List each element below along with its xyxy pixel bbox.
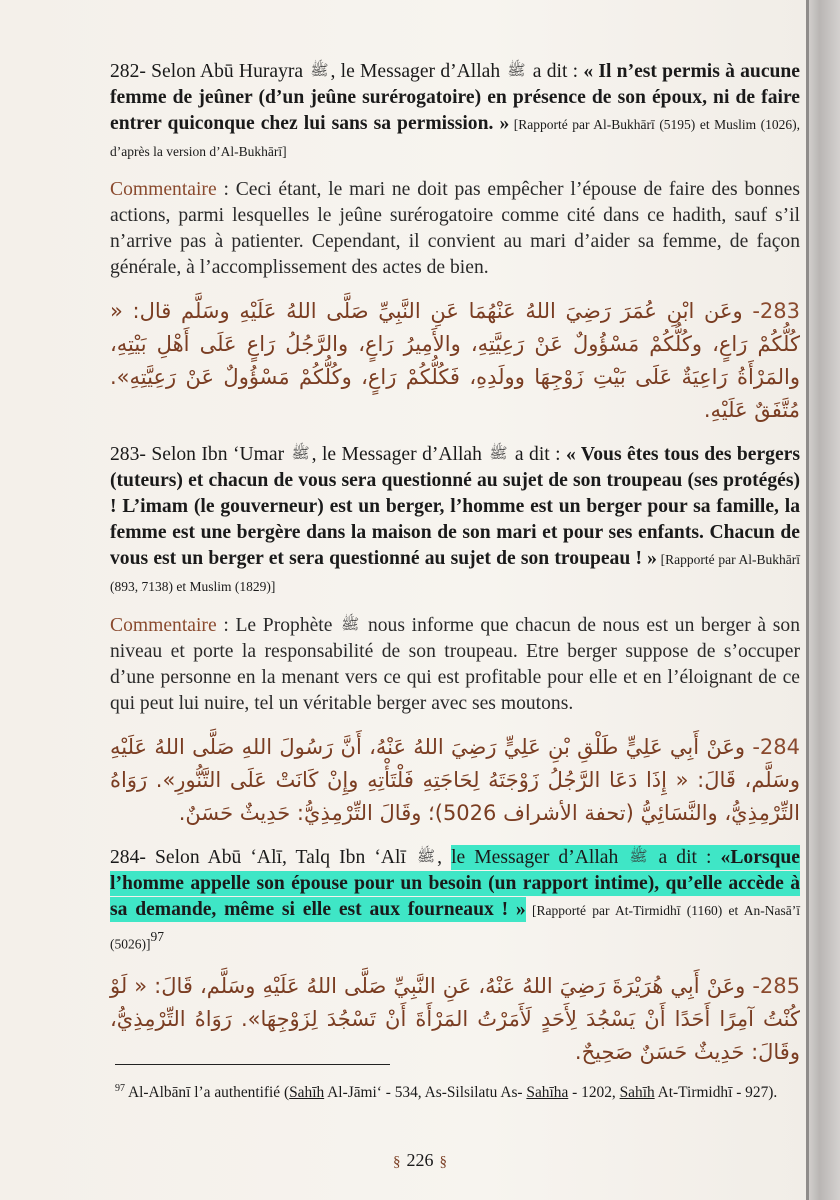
footnote [115,1078,795,1103]
hadith-intro-highlighted: le Messager d’Allah [451,847,628,868]
hadith-reference: [Rapporté par At-Tirmidhī (1160) et An-Nasā’ī (5026)] [110,903,800,952]
salawat-icon: ﷺ [341,617,360,633]
footnote-text: - 1202, [568,1084,620,1102]
commentary-283 [110,612,800,717]
hadith-intro-2: , le Messager d’Allah [311,444,488,465]
page-content [110,58,800,1083]
hadith-number: 282- [110,61,146,82]
footnote-text: Al-Albānī l’a authentifié ( [125,1084,290,1102]
arabic-text: وعَنْ أَبِي هُرَيْرَةَ رَضِيَ اللهُ عَنْهُ، عَنِ النَّبِيِّ صَلَّى اللهُ عَلَيْهِ وسَلَّم، قَالَ: « لَوْ كُنْتُ آمِرًا أَحَدًا أَنْ يَسْجُدَ لِأَحَدٍ لَأَمَرْتُ المَرْأَةَ أَنْ تَسْجُدَ لِزَوْجِهَا». رَوَاهُ التِّرْمِذِيُّ، وقَالَ: حَدِيثٌ حَسَنٌ صَحِيحٌ. [110,973,800,1064]
arabic-hadith-284 [110,731,800,830]
commentary-text: : Ceci étant, le mari ne doit pas empêcher l’épouse de faire des bonnes actions, parmi lesquelles le jeûne surérogatoire comme cité dans ce hadith, sauf s’il n’arrive pas à patienter. Cependant, il convient au mari d’aider sa femme, de façon générale, à l’accomplissement des actes de bien. [110,179,800,278]
hadith-intro-3: a dit : [649,847,721,868]
commentary-text: nous informe que chacun de nous est un berger à son niveau et porte la responsabilité de son troupeau. Etre berger suppose de s’occuper d’une personne en la menant vers ce qui est profitable pour elle et en l’éloignant de ce qui peut lui nuire, tel un véritable berger avec ses moutons. [110,615,800,714]
footnote-term: Sahīh [289,1084,325,1102]
salawat-icon: ﷺ [507,63,526,79]
footnote-number: 97 [115,1083,125,1094]
ornament-icon: § [393,1154,401,1170]
radiya-icon: ﷺ [291,446,310,462]
commentary-intro: : Le Prophète [216,615,340,636]
hadith-282 [110,58,800,165]
footnote-term: Sahīh [619,1084,655,1102]
radiya-icon: ﷺ [310,63,329,79]
commentary-282 [110,177,800,281]
binding-shadow [806,0,840,1200]
page-number-text: 226 [406,1150,434,1170]
page-number [0,1150,806,1171]
arabic-number: 285- [752,973,800,998]
hadith-intro-2: , le Messager d’Allah [330,61,506,82]
hadith-283 [110,441,800,600]
arabic-text: وعَن ابْنِ عُمَرَ رَضِيَ اللهُ عَنْهُمَا عَنِ النَّبِيِّ صَلَّى اللهُ عَلَيْهِ وسَلَّم قال: « كُلُّكُمْ رَاعٍ، وكُلُّكُمْ مَسْؤُولٌ عَنْ رَعِيَّتِهِ، والأَمِيرُ رَاعٍ، والرَّجُلُ رَاعٍ عَلَى أَهْلِ بَيْتِهِ، والمَرْأَةُ رَاعِيَةٌ عَلَى بَيْتِ زَوْجِهَا وولَدِهِ، فَكُلُّكُمْ رَاعٍ، وكُلُّكُمْ مَسْؤُولٌ عَنْ رَعِيَّتِهِ». مُتَّفَقٌ عَلَيْهِ. [110,299,800,422]
hadith-intro: Selon Abū Hurayra [145,61,309,82]
commentary-label: Commentaire [110,179,217,200]
hadith-intro-3: a dit : [509,444,567,465]
salawat-icon: ﷺ [489,446,508,462]
commentary-label: Commentaire [110,615,217,636]
hadith-intro: Selon Abū ‘Alī, Talq Ibn ‘Alī [145,847,415,868]
hadith-intro-2: , [437,847,452,868]
arabic-number: 283- [752,299,800,323]
salawat-icon: ﷺ [629,849,648,865]
hadith-number: 283- [110,444,146,465]
radiya-icon: ﷺ [416,849,436,865]
footnote-text: Al-Jāmi‘ - 534, As-Silsilatu As- [324,1084,527,1102]
footnote-separator [115,1064,390,1065]
footnote-ref[interactable]: 97 [150,929,164,944]
arabic-hadith-283 [110,295,800,427]
hadith-intro: Selon Ibn ‘Umar [145,444,290,465]
arabic-number: 284- [752,735,800,759]
footnote-text: At-Tirmidhī - 927). [654,1084,778,1102]
hadith-quote: « Vous êtes tous des bergers (tuteurs) et chacun de vous sera questionné au sujet de son troupeau (ses protégés) ! L’imam (le gouverneur) est un berger, l’homme est un berger pour sa famille, la femme est une bergère dans la maison de son mari et pour ses enfants. Chacun de vous est un berger et sera questionné au sujet de son troupeau ! » [110,444,800,569]
hadith-intro-3: a dit : [527,61,584,82]
ornament-icon: § [439,1154,447,1170]
footnote-term: Sahīha [526,1084,569,1102]
hadith-reference: [Rapporté par Al-Bukhārī (5195) et Muslim (1026), d’après la version d’Al-Bukhārī] [110,117,801,159]
hadith-284 [110,844,800,958]
hadith-quote: « Il n’est permis à aucune femme de jeûner (d’un jeûne surérogatoire) en présence de son époux, ni de faire entrer quiconque chez lui sans sa permission. » [110,61,801,134]
hadith-reference: [Rapporté par Al-Bukhārī (893, 7138) et Muslim (1829)] [110,552,800,594]
hadith-quote: «Lorsque l’homme appelle son épouse pour un besoin (un rapport intime), qu’elle accède à sa demande, même si elle est aux fourneaux ! » [110,847,801,920]
arabic-hadith-285 [110,970,800,1069]
hadith-number: 284- [110,847,146,868]
arabic-text: وعَنْ أَبِي عَلِيٍّ طَلْقِ بْنِ عَلِيٍّ رَضِيَ اللهُ عَنْهُ، أَنَّ رَسُولَ اللهِ صَلَّى اللهُ عَلَيْهِ وسَلَّم، قَالَ: « إِذَا دَعَا الرَّجُلُ زَوْجَتَهُ لِحَاجَتِهِ فَلْتَأْتِهِ وإِنْ كَانَتْ عَلَى التَّنُّورِ». رَوَاهُ التِّرْمِذِيُّ، والنَّسَائِيُّ (تحفة الأشراف 5026)؛ وقَالَ التِّرْمِذِيُّ: حَدِيثٌ حَسَنٌ. [110,735,800,825]
